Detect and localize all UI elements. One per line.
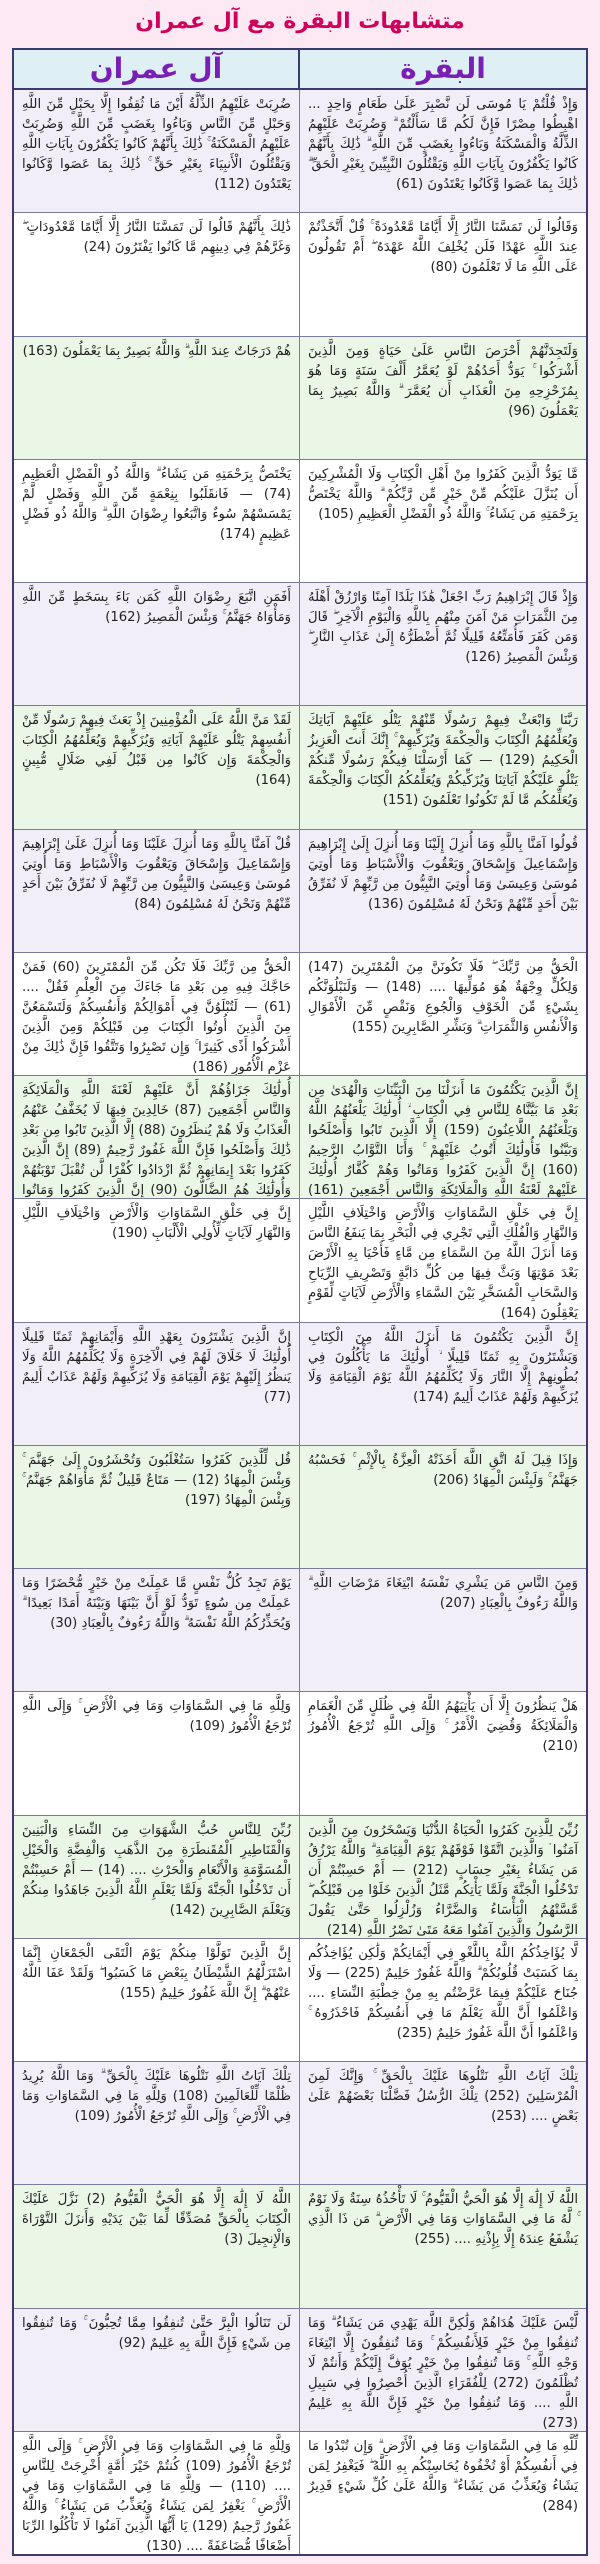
imran-verse: لَن تَنَالُوا الْبِرَّ حَتَّىٰ تُنفِقُوا مِمَّا تُحِبُّونَ ۚ وَمَا تُنفِقُوا مِن شَيْءٍ فَإِنَّ اللَّهَ بِهِ عَلِيمٌ (92) <box>14 2309 300 2431</box>
imran-verse: وَلِلَّهِ مَا فِي السَّمَاوَاتِ وَمَا فِي الْأَرْضِ ۚ وَإِلَى اللَّهِ تُرْجَعُ الْأُمُورُ (109) كُنتُمْ خَيْرَ أُمَّةٍ أُخْرِجَتْ لِلنَّاسِ .... (110) — وَلِلَّهِ مَا فِي السَّمَاوَاتِ وَمَا فِي الْأَرْضِ ۚ يَغْفِرُ لِمَن يَشَاءُ وَيُعَذِّبُ مَن يَشَاءُ ۚ وَاللَّهُ غَفُورٌ رَّحِيمٌ (129) يَا أَيُّهَا الَّذِينَ آمَنُوا لَا تَأْكُلُوا الرِّبَا أَضْعَافًا مُّضَاعَفَةً .... (130) <box>14 2432 300 2554</box>
baqarah-verse: لَّيْسَ عَلَيْكَ هُدَاهُمْ وَلَٰكِنَّ اللَّهَ يَهْدِي مَن يَشَاءُ ۗ وَمَا تُنفِقُوا مِنْ خَيْرٍ فَلِأَنفُسِكُمْ ۚ وَمَا تُنفِقُونَ إِلَّا ابْتِغَاءَ وَجْهِ اللَّهِ ۚ وَمَا تُنفِقُوا مِنْ خَيْرٍ يُوَفَّ إِلَيْكُمْ وَأَنتُمْ لَا تُظْلَمُونَ (272) لِلْفُقَرَاءِ الَّذِينَ أُحْصِرُوا فِي سَبِيلِ اللَّهِ .... وَمَا تُنفِقُوا مِنْ خَيْرٍ فَإِنَّ اللَّهَ بِهِ عَلِيمٌ (273) <box>300 2309 586 2431</box>
imran-verse: ذَٰلِكَ بِأَنَّهُمْ قَالُوا لَن تَمَسَّنَا النَّارُ إِلَّا أَيَّامًا مَّعْدُودَاتٍ ۖ وَغَرَّهُمْ فِي دِينِهِم مَّا كَانُوا يَفْتَرُونَ (24) <box>14 213 300 335</box>
imran-verse: زُيِّنَ لِلنَّاسِ حُبُّ الشَّهَوَاتِ مِنَ النِّسَاءِ وَالْبَنِينَ وَالْقَنَاطِيرِ الْمُقَنطَرَةِ مِنَ الذَّهَبِ وَالْفِضَّةِ وَالْخَيْلِ الْمُسَوَّمَةِ وَالْأَنْعَامِ وَالْحَرْثِ .... (14) — أَمْ حَسِبْتُمْ أَن تَدْخُلُوا الْجَنَّةَ وَلَمَّا يَعْلَمِ اللَّهُ الَّذِينَ جَاهَدُوا مِنكُمْ وَيَعْلَمَ الصَّابِرِينَ (142) <box>14 1816 300 1938</box>
baqarah-verse: إِنَّ فِي خَلْقِ السَّمَاوَاتِ وَالْأَرْضِ وَاخْتِلَافِ اللَّيْلِ وَالنَّهَارِ وَالْفُلْكِ الَّتِي تَجْرِي فِي الْبَحْرِ بِمَا يَنفَعُ النَّاسَ وَمَا أَنزَلَ اللَّهُ مِنَ السَّمَاءِ مِن مَّاءٍ فَأَحْيَا بِهِ الْأَرْضَ بَعْدَ مَوْتِهَا وَبَثَّ فِيهَا مِن كُلِّ دَابَّةٍ وَتَصْرِيفِ الرِّيَاحِ وَالسَّحَابِ الْمُسَخَّرِ بَيْنَ السَّمَاءِ وَالْأَرْضِ لَآيَاتٍ لِّقَوْمٍ يَعْقِلُونَ (164) <box>300 1199 586 1321</box>
imran-verse: وَلِلَّهِ مَا فِي السَّمَاوَاتِ وَمَا فِي الْأَرْضِ ۚ وَإِلَى اللَّهِ تُرْجَعُ الْأُمُورُ (109) <box>14 1692 300 1814</box>
table-row <box>14 2185 586 2308</box>
imran-verse: يَوْمَ تَجِدُ كُلُّ نَفْسٍ مَّا عَمِلَتْ مِنْ خَيْرٍ مُّحْضَرًا وَمَا عَمِلَتْ مِن سُوءٍ تَوَدُّ لَوْ أَنَّ بَيْنَهَا وَبَيْنَهُ أَمَدًا بَعِيدًا ۗ وَيُحَذِّرُكُمُ اللَّهُ نَفْسَهُ ۗ وَاللَّهُ رَءُوفٌ بِالْعِبَادِ (30) <box>14 1569 300 1691</box>
imran-verse: إِنَّ فِي خَلْقِ السَّمَاوَاتِ وَالْأَرْضِ وَاخْتِلَافِ اللَّيْلِ وَالنَّهَارِ لَآيَاتٍ لِّأُولِي الْأَلْبَابِ (190) <box>14 1199 300 1321</box>
table-row <box>14 706 586 829</box>
table-row <box>14 1939 586 2062</box>
baqarah-verse: زُيِّنَ لِلَّذِينَ كَفَرُوا الْحَيَاةُ الدُّنْيَا وَيَسْخَرُونَ مِنَ الَّذِينَ آمَنُوا ۘ وَالَّذِينَ اتَّقَوْا فَوْقَهُمْ يَوْمَ الْقِيَامَةِ ۗ وَاللَّهُ يَرْزُقُ مَن يَشَاءُ بِغَيْرِ حِسَابٍ (212) — أَمْ حَسِبْتُمْ أَن تَدْخُلُوا الْجَنَّةَ وَلَمَّا يَأْتِكُم مَّثَلُ الَّذِينَ خَلَوْا مِن قَبْلِكُم ۖ مَّسَّتْهُمُ الْبَأْسَاءُ وَالضَّرَّاءُ وَزُلْزِلُوا حَتَّىٰ يَقُولَ الرَّسُولُ وَالَّذِينَ آمَنُوا مَعَهُ مَتَىٰ نَصْرُ اللَّهِ (214) <box>300 1816 586 1938</box>
comparison-table <box>12 48 588 2556</box>
table-row <box>14 830 586 953</box>
table-row <box>14 1199 586 1322</box>
imran-verse: أُولَٰئِكَ جَزَاؤُهُمْ أَنَّ عَلَيْهِمْ لَعْنَةَ اللَّهِ وَالْمَلَائِكَةِ وَالنَّاسِ أَجْمَعِينَ (87) خَالِدِينَ فِيهَا لَا يُخَفَّفُ عَنْهُمُ الْعَذَابُ وَلَا هُمْ يُنظَرُونَ (88) إِلَّا الَّذِينَ تَابُوا مِن بَعْدِ ذَٰلِكَ وَأَصْلَحُوا فَإِنَّ اللَّهَ غَفُورٌ رَّحِيمٌ (89) إِنَّ الَّذِينَ كَفَرُوا بَعْدَ إِيمَانِهِمْ ثُمَّ ازْدَادُوا كُفْرًا لَّن تُقْبَلَ تَوْبَتُهُمْ وَأُولَٰئِكَ هُمُ الضَّالُّونَ (90) إِنَّ الَّذِينَ كَفَرُوا وَمَاتُوا <box>14 1076 300 1198</box>
table-row <box>14 1076 586 1199</box>
imran-verse: يَخْتَصُّ بِرَحْمَتِهِ مَن يَشَاءُ ۗ وَاللَّهُ ذُو الْفَضْلِ الْعَظِيمِ (74) — فَانقَلَبُوا بِنِعْمَةٍ مِّنَ اللَّهِ وَفَضْلٍ لَّمْ يَمْسَسْهُمْ سُوءٌ وَاتَّبَعُوا رِضْوَانَ اللَّهِ ۗ وَاللَّهُ ذُو فَضْلٍ عَظِيمٍ (174) <box>14 460 300 582</box>
baqarah-verse: لِّلَّهِ مَا فِي السَّمَاوَاتِ وَمَا فِي الْأَرْضِ ۗ وَإِن تُبْدُوا مَا فِي أَنفُسِكُمْ أَوْ تُخْفُوهُ يُحَاسِبْكُم بِهِ اللَّهُ ۖ فَيَغْفِرُ لِمَن يَشَاءُ وَيُعَذِّبُ مَن يَشَاءُ ۗ وَاللَّهُ عَلَىٰ كُلِّ شَيْءٍ قَدِيرٌ (284) <box>300 2432 586 2554</box>
table-body <box>14 90 586 2554</box>
table-row <box>14 583 586 706</box>
page-title: متشابهات البقرة مع آل عمران <box>135 9 465 34</box>
imran-verse: ضُرِبَتْ عَلَيْهِمُ الذِّلَّةُ أَيْنَ مَا ثُقِفُوا إِلَّا بِحَبْلٍ مِّنَ اللَّهِ وَحَبْلٍ مِّنَ النَّاسِ وَبَاءُوا بِغَضَبٍ مِّنَ اللَّهِ وَضُرِبَتْ عَلَيْهِمُ الْمَسْكَنَةُ ۚ ذَٰلِكَ بِأَنَّهُمْ كَانُوا يَكْفُرُونَ بِآيَاتِ اللَّهِ وَيَقْتُلُونَ الْأَنبِيَاءَ بِغَيْرِ حَقٍّ ۚ ذَٰلِكَ بِمَا عَصَوا وَّكَانُوا يَعْتَدُونَ (112) <box>14 90 300 212</box>
imran-verse: أَفَمَنِ اتَّبَعَ رِضْوَانَ اللَّهِ كَمَن بَاءَ بِسَخَطٍ مِّنَ اللَّهِ وَمَأْوَاهُ جَهَنَّمُ ۚ وَبِئْسَ الْمَصِيرُ (162) <box>14 583 300 705</box>
baqarah-verse: قُولُوا آمَنَّا بِاللَّهِ وَمَا أُنزِلَ إِلَيْنَا وَمَا أُنزِلَ إِلَىٰ إِبْرَاهِيمَ وَإِسْمَاعِيلَ وَإِسْحَاقَ وَيَعْقُوبَ وَالْأَسْبَاطِ وَمَا أُوتِيَ مُوسَىٰ وَعِيسَىٰ وَمَا أُوتِيَ النَّبِيُّونَ مِن رَّبِّهِمْ لَا نُفَرِّقُ بَيْنَ أَحَدٍ مِّنْهُمْ وَنَحْنُ لَهُ مُسْلِمُونَ (136) <box>300 830 586 952</box>
imran-verse: تِلْكَ آيَاتُ اللَّهِ نَتْلُوهَا عَلَيْكَ بِالْحَقِّ ۗ وَمَا اللَّهُ يُرِيدُ ظُلْمًا لِّلْعَالَمِينَ (108) وَلِلَّهِ مَا فِي السَّمَاوَاتِ وَمَا فِي الْأَرْضِ ۚ وَإِلَى اللَّهِ تُرْجَعُ الْأُمُورُ (109) <box>14 2062 300 2184</box>
baqarah-verse: وَإِذْ قُلْتُمْ يَا مُوسَى لَن نَّصْبِرَ عَلَىٰ طَعَامٍ وَاحِدٍ ... اهْبِطُوا مِصْرًا فَإِنَّ لَكُم مَّا سَأَلْتُمْ ۗ وَضُرِبَتْ عَلَيْهِمُ الذِّلَّةُ وَالْمَسْكَنَةُ وَبَاءُوا بِغَضَبٍ مِّنَ اللَّهِ ۗ ذَٰلِكَ بِأَنَّهُمْ كَانُوا يَكْفُرُونَ بِآيَاتِ اللَّهِ وَيَقْتُلُونَ النَّبِيِّينَ بِغَيْرِ الْحَقِّ ۗ ذَٰلِكَ بِمَا عَصَوا وَّكَانُوا يَعْتَدُونَ (61) <box>300 90 586 212</box>
imran-verse: إِنَّ الَّذِينَ تَوَلَّوْا مِنكُمْ يَوْمَ الْتَقَى الْجَمْعَانِ إِنَّمَا اسْتَزَلَّهُمُ الشَّيْطَانُ بِبَعْضِ مَا كَسَبُوا ۖ وَلَقَدْ عَفَا اللَّهُ عَنْهُمْ ۗ إِنَّ اللَّهَ غَفُورٌ حَلِيمٌ (155) <box>14 1939 300 2061</box>
baqarah-verse: وَإِذَا قِيلَ لَهُ اتَّقِ اللَّهَ أَخَذَتْهُ الْعِزَّةُ بِالْإِثْمِ ۚ فَحَسْبُهُ جَهَنَّمُ ۚ وَلَبِئْسَ الْمِهَادُ (206) <box>300 1446 586 1568</box>
table-row <box>14 2309 586 2432</box>
table-row <box>14 1569 586 1692</box>
table-row <box>14 460 586 583</box>
baqarah-verse: رَبَّنَا وَابْعَثْ فِيهِمْ رَسُولًا مِّنْهُمْ يَتْلُو عَلَيْهِمْ آيَاتِكَ وَيُعَلِّمُهُمُ الْكِتَابَ وَالْحِكْمَةَ وَيُزَكِّيهِمْ ۚ إِنَّكَ أَنتَ الْعَزِيزُ الْحَكِيمُ (129) — كَمَا أَرْسَلْنَا فِيكُمْ رَسُولًا مِّنكُمْ يَتْلُو عَلَيْكُمْ آيَاتِنَا وَيُزَكِّيكُمْ وَيُعَلِّمُكُمُ الْكِتَابَ وَالْحِكْمَةَ وَيُعَلِّمُكُم مَّا لَمْ تَكُونُوا تَعْلَمُونَ (151) <box>300 706 586 828</box>
table-row <box>14 337 586 460</box>
table-row <box>14 2062 586 2185</box>
header-baqarah: البقرة <box>300 50 586 88</box>
table-row <box>14 1816 586 1939</box>
baqarah-verse: تِلْكَ آيَاتُ اللَّهِ نَتْلُوهَا عَلَيْكَ بِالْحَقِّ ۚ وَإِنَّكَ لَمِنَ الْمُرْسَلِينَ (252) تِلْكَ الرُّسُلُ فَضَّلْنَا بَعْضَهُمْ عَلَىٰ بَعْضٍ .... (253) <box>300 2062 586 2184</box>
baqarah-verse: الْحَقُّ مِن رَّبِّكَ ۖ فَلَا تَكُونَنَّ مِنَ الْمُمْتَرِينَ (147) وَلِكُلٍّ وِجْهَةٌ هُوَ مُوَلِّيهَا .... (148) — وَلَنَبْلُوَنَّكُم بِشَيْءٍ مِّنَ الْخَوْفِ وَالْجُوعِ وَنَقْصٍ مِّنَ الْأَمْوَالِ وَالْأَنفُسِ وَالثَّمَرَاتِ ۗ وَبَشِّرِ الصَّابِرِينَ (155) <box>300 953 586 1075</box>
imran-verse: قُل لِّلَّذِينَ كَفَرُوا سَتُغْلَبُونَ وَتُحْشَرُونَ إِلَىٰ جَهَنَّمَ ۚ وَبِئْسَ الْمِهَادُ (12) — مَتَاعٌ قَلِيلٌ ثُمَّ مَأْوَاهُمْ جَهَنَّمُ ۚ وَبِئْسَ الْمِهَادُ (197) <box>14 1446 300 1568</box>
baqarah-verse: إِنَّ الَّذِينَ يَكْتُمُونَ مَا أَنزَلَ اللَّهُ مِنَ الْكِتَابِ وَيَشْتَرُونَ بِهِ ثَمَنًا قَلِيلًا ۙ أُولَٰئِكَ مَا يَأْكُلُونَ فِي بُطُونِهِمْ إِلَّا النَّارَ وَلَا يُكَلِّمُهُمُ اللَّهُ يَوْمَ الْقِيَامَةِ وَلَا يُزَكِّيهِمْ وَلَهُمْ عَذَابٌ أَلِيمٌ (174) <box>300 1323 586 1445</box>
imran-verse: الْحَقُّ مِن رَّبِّكَ فَلَا تَكُن مِّنَ الْمُمْتَرِينَ (60) فَمَنْ حَاجَّكَ فِيهِ مِن بَعْدِ مَا جَاءَكَ مِنَ الْعِلْمِ فَقُلْ .... (61) — لَتُبْلَوُنَّ فِي أَمْوَالِكُمْ وَأَنفُسِكُمْ وَلَتَسْمَعُنَّ مِنَ الَّذِينَ أُوتُوا الْكِتَابَ مِن قَبْلِكُمْ وَمِنَ الَّذِينَ أَشْرَكُوا أَذًى كَثِيرًا ۚ وَإِن تَصْبِرُوا وَتَتَّقُوا فَإِنَّ ذَٰلِكَ مِنْ عَزْمِ الْأُمُورِ (186) <box>14 953 300 1075</box>
table-row <box>14 90 586 213</box>
baqarah-verse: مَّا يَوَدُّ الَّذِينَ كَفَرُوا مِنْ أَهْلِ الْكِتَابِ وَلَا الْمُشْرِكِينَ أَن يُنَزَّلَ عَلَيْكُم مِّنْ خَيْرٍ مِّن رَّبِّكُمْ ۗ وَاللَّهُ يَخْتَصُّ بِرَحْمَتِهِ مَن يَشَاءُ ۚ وَاللَّهُ ذُو الْفَضْلِ الْعَظِيمِ (105) <box>300 460 586 582</box>
baqarah-verse: إِنَّ الَّذِينَ يَكْتُمُونَ مَا أَنزَلْنَا مِنَ الْبَيِّنَاتِ وَالْهُدَىٰ مِن بَعْدِ مَا بَيَّنَّاهُ لِلنَّاسِ فِي الْكِتَابِ ۙ أُولَٰئِكَ يَلْعَنُهُمُ اللَّهُ وَيَلْعَنُهُمُ اللَّاعِنُونَ (159) إِلَّا الَّذِينَ تَابُوا وَأَصْلَحُوا وَبَيَّنُوا فَأُولَٰئِكَ أَتُوبُ عَلَيْهِمْ ۚ وَأَنَا التَّوَّابُ الرَّحِيمُ (160) إِنَّ الَّذِينَ كَفَرُوا وَمَاتُوا وَهُمْ كُفَّارٌ أُولَٰئِكَ عَلَيْهِمْ لَعْنَةُ اللَّهِ وَالْمَلَائِكَةِ وَالنَّاسِ أَجْمَعِينَ (161) <box>300 1076 586 1198</box>
table-row <box>14 1323 586 1446</box>
imran-verse: هُمْ دَرَجَاتٌ عِندَ اللَّهِ ۗ وَاللَّهُ بَصِيرٌ بِمَا يَعْمَلُونَ (163) <box>14 337 300 459</box>
baqarah-verse: وَلَتَجِدَنَّهُمْ أَحْرَصَ النَّاسِ عَلَىٰ حَيَاةٍ وَمِنَ الَّذِينَ أَشْرَكُوا ۚ يَوَدُّ أَحَدُهُمْ لَوْ يُعَمَّرُ أَلْفَ سَنَةٍ وَمَا هُوَ بِمُزَحْزِحِهِ مِنَ الْعَذَابِ أَن يُعَمَّرَ ۗ وَاللَّهُ بَصِيرٌ بِمَا يَعْمَلُونَ (96) <box>300 337 586 459</box>
table-row <box>14 1446 586 1569</box>
imran-verse: لَقَدْ مَنَّ اللَّهُ عَلَى الْمُؤْمِنِينَ إِذْ بَعَثَ فِيهِمْ رَسُولًا مِّنْ أَنفُسِهِمْ يَتْلُو عَلَيْهِمْ آيَاتِهِ وَيُزَكِّيهِمْ وَيُعَلِّمُهُمُ الْكِتَابَ وَالْحِكْمَةَ وَإِن كَانُوا مِن قَبْلُ لَفِي ضَلَالٍ مُّبِينٍ (164) <box>14 706 300 828</box>
baqarah-verse: هَلْ يَنظُرُونَ إِلَّا أَن يَأْتِيَهُمُ اللَّهُ فِي ظُلَلٍ مِّنَ الْغَمَامِ وَالْمَلَائِكَةُ وَقُضِيَ الْأَمْرُ ۚ وَإِلَى اللَّهِ تُرْجَعُ الْأُمُورُ (210) <box>300 1692 586 1814</box>
table-row <box>14 953 586 1076</box>
table-row <box>14 2432 586 2554</box>
imran-verse: اللَّهُ لَا إِلَٰهَ إِلَّا هُوَ الْحَيُّ الْقَيُّومُ (2) نَزَّلَ عَلَيْكَ الْكِتَابَ بِالْحَقِّ مُصَدِّقًا لِّمَا بَيْنَ يَدَيْهِ وَأَنزَلَ التَّوْرَاةَ وَالْإِنجِيلَ (3) <box>14 2185 300 2307</box>
baqarah-verse: وَقَالُوا لَن تَمَسَّنَا النَّارُ إِلَّا أَيَّامًا مَّعْدُودَةً ۚ قُلْ أَتَّخَذْتُمْ عِندَ اللَّهِ عَهْدًا فَلَن يُخْلِفَ اللَّهُ عَهْدَهُ ۖ أَمْ تَقُولُونَ عَلَى اللَّهِ مَا لَا تَعْلَمُونَ (80) <box>300 213 586 335</box>
table-row <box>14 1692 586 1815</box>
baqarah-verse: وَمِنَ النَّاسِ مَن يَشْرِي نَفْسَهُ ابْتِغَاءَ مَرْضَاتِ اللَّهِ ۗ وَاللَّهُ رَءُوفٌ بِالْعِبَادِ (207) <box>300 1569 586 1691</box>
header-imran: آل عمران <box>14 50 300 88</box>
imran-verse: قُلْ آمَنَّا بِاللَّهِ وَمَا أُنزِلَ عَلَيْنَا وَمَا أُنزِلَ عَلَىٰ إِبْرَاهِيمَ وَإِسْمَاعِيلَ وَإِسْحَاقَ وَيَعْقُوبَ وَالْأَسْبَاطِ وَمَا أُوتِيَ مُوسَىٰ وَعِيسَىٰ وَالنَّبِيُّونَ مِن رَّبِّهِمْ لَا نُفَرِّقُ بَيْنَ أَحَدٍ مِّنْهُمْ وَنَحْنُ لَهُ مُسْلِمُونَ (84) <box>14 830 300 952</box>
imran-verse: إِنَّ الَّذِينَ يَشْتَرُونَ بِعَهْدِ اللَّهِ وَأَيْمَانِهِمْ ثَمَنًا قَلِيلًا أُولَٰئِكَ لَا خَلَاقَ لَهُمْ فِي الْآخِرَةِ وَلَا يُكَلِّمُهُمُ اللَّهُ وَلَا يَنظُرُ إِلَيْهِمْ يَوْمَ الْقِيَامَةِ وَلَا يُزَكِّيهِمْ وَلَهُمْ عَذَابٌ أَلِيمٌ (77) <box>14 1323 300 1445</box>
baqarah-verse: اللَّهُ لَا إِلَٰهَ إِلَّا هُوَ الْحَيُّ الْقَيُّومُ ۚ لَا تَأْخُذُهُ سِنَةٌ وَلَا نَوْمٌ ۚ لَّهُ مَا فِي السَّمَاوَاتِ وَمَا فِي الْأَرْضِ ۗ مَن ذَا الَّذِي يَشْفَعُ عِندَهُ إِلَّا بِإِذْنِهِ .... (255) <box>300 2185 586 2307</box>
table-header <box>14 50 586 90</box>
baqarah-verse: لَّا يُؤَاخِذُكُمُ اللَّهُ بِاللَّغْوِ فِي أَيْمَانِكُمْ وَلَٰكِن يُؤَاخِذُكُم بِمَا كَسَبَتْ قُلُوبُكُمْ ۗ وَاللَّهُ غَفُورٌ حَلِيمٌ (225) — وَلَا جُنَاحَ عَلَيْكُمْ فِيمَا عَرَّضْتُم بِهِ مِنْ خِطْبَةِ النِّسَاءِ .... وَاعْلَمُوا أَنَّ اللَّهَ يَعْلَمُ مَا فِي أَنفُسِكُمْ فَاحْذَرُوهُ ۚ وَاعْلَمُوا أَنَّ اللَّهَ غَفُورٌ حَلِيمٌ (235) <box>300 1939 586 2061</box>
baqarah-verse: وَإِذْ قَالَ إِبْرَاهِيمُ رَبِّ اجْعَلْ هَٰذَا بَلَدًا آمِنًا وَارْزُقْ أَهْلَهُ مِنَ الثَّمَرَاتِ مَنْ آمَنَ مِنْهُم بِاللَّهِ وَالْيَوْمِ الْآخِرِ ۖ قَالَ وَمَن كَفَرَ فَأُمَتِّعُهُ قَلِيلًا ثُمَّ أَضْطَرُّهُ إِلَىٰ عَذَابِ النَّارِ ۖ وَبِئْسَ الْمَصِيرُ (126) <box>300 583 586 705</box>
table-row <box>14 213 586 336</box>
